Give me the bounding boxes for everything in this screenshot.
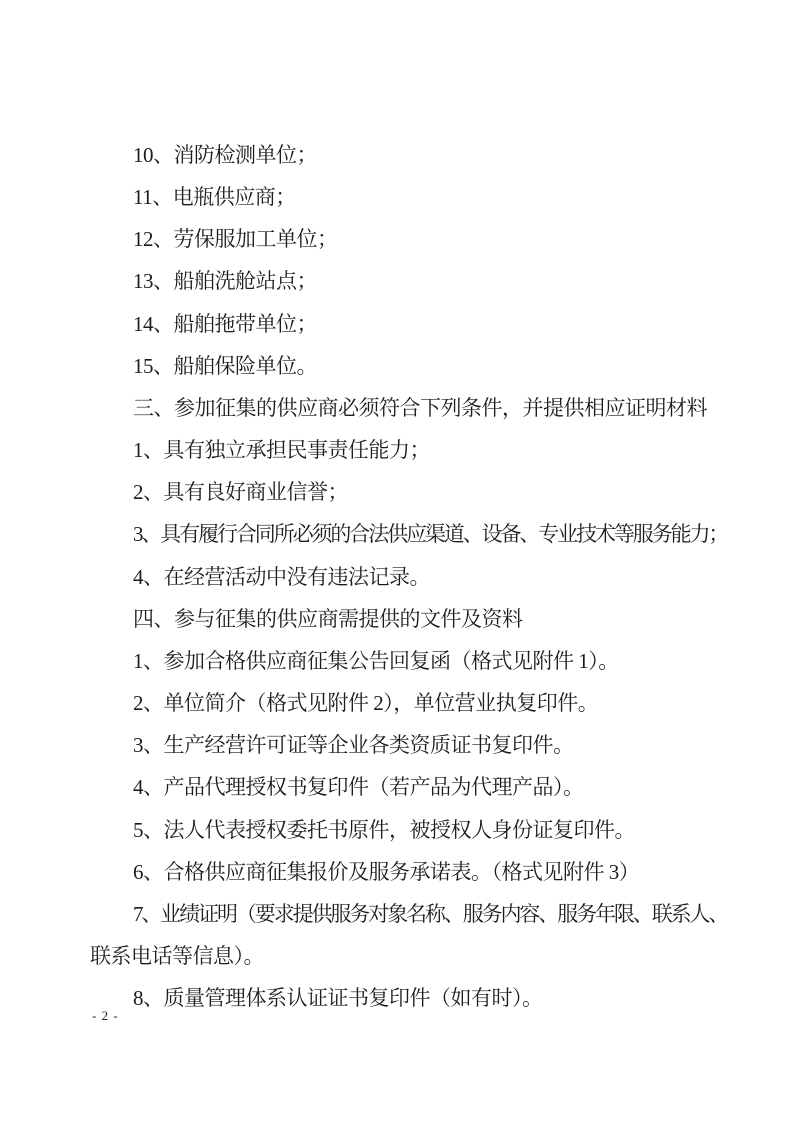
list-item: 1、参加合格供应商征集公告回复函（格式见附件 1）。 [133,648,619,673]
list-item: 4、在经营活动中没有违法记录。 [133,564,430,589]
list-item: 1、具有独立承担民事责任能力； [133,438,430,463]
list-item: 4、产品代理授权书复印件（若产品为代理产品）。 [133,775,584,800]
section-heading: 三、参加征集的供应商必须符合下列条件，并提供相应证明材料 [133,395,707,420]
list-item: 12、劳保服加工单位； [133,227,338,252]
list-item: 7、业绩证明（要求提供服务对象名称、服务内容、服务年限、联系人、 [133,901,728,926]
list-item: 10、消防检测单位； [133,143,317,167]
list-item-continuation: 联系电话等信息）。 [90,943,264,968]
list-item: 2、单位简介（格式见附件 2），单位营业执复印件。 [133,691,599,716]
list-item: 6、合格供应商征集报价及服务承诺表。（格式见附件 3） [133,859,640,884]
list-item: 3、具有履行合同所必须的合法供应渠道、设备、专业技术等服务能力； [133,522,728,547]
list-item: 14、船舶拖带单位； [133,311,317,336]
list-item: 13、船舶洗舱站点； [133,269,317,294]
list-item: 15、船舶保险单位。 [133,353,317,378]
list-item: 2、具有良好商业信誉； [133,480,348,505]
page-number: - 2 - [92,1008,119,1023]
list-item: 8、质量管理体系认证证书复印件（如有时）。 [133,986,543,1011]
document-body [90,134,762,1019]
section-heading: 四、参与征集的供应商需提供的文件及资料 [133,606,523,631]
list-item: 3、生产经营许可证等企业各类资质证书复印件。 [133,733,574,758]
list-item: 11、电瓶供应商； [133,185,296,210]
list-item: 5、法人代表授权委托书原件，被授权人身份证复印件。 [133,817,635,842]
